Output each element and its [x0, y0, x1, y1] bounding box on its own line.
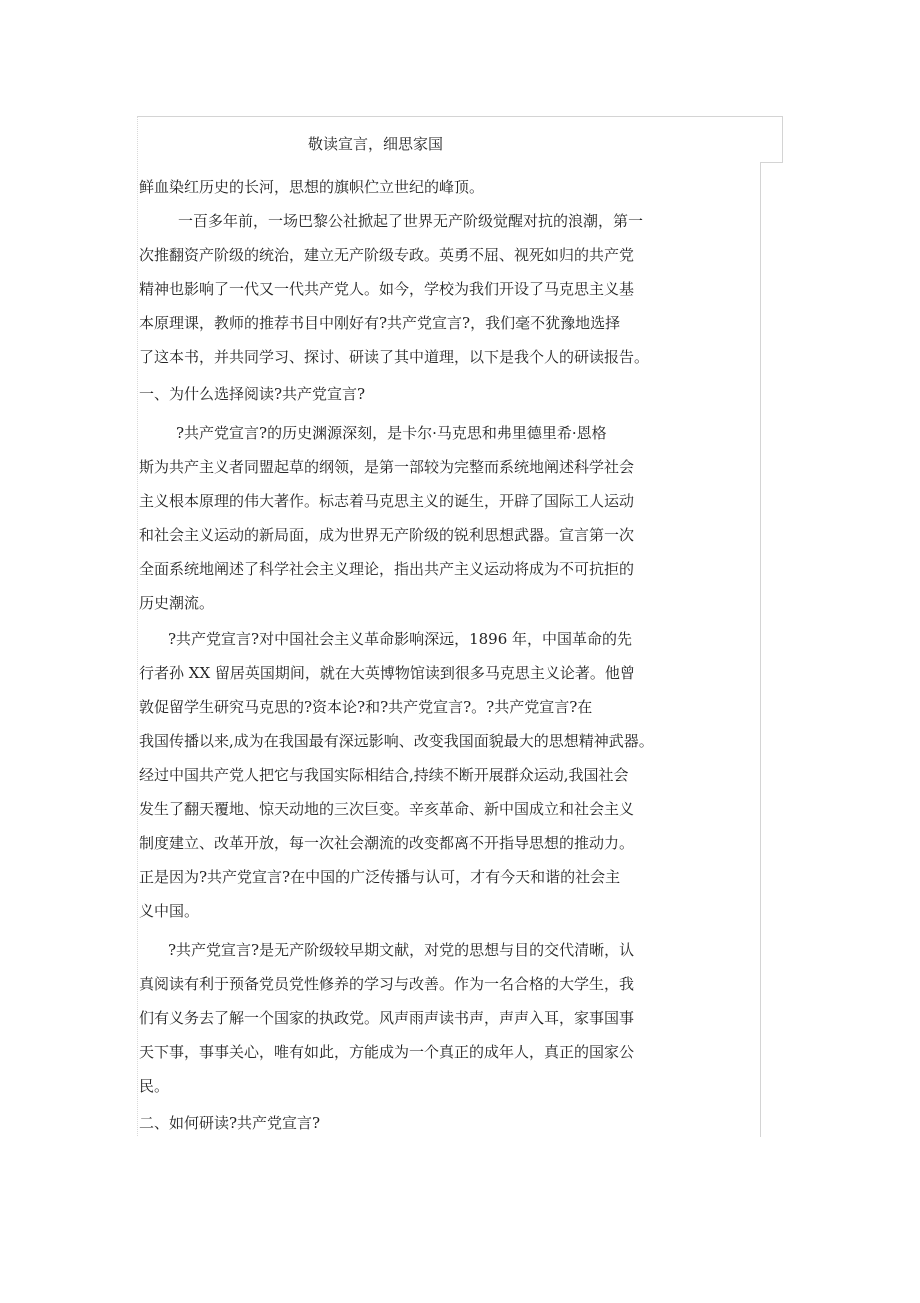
text-line: ?共产党宣言?对中国社会主义革命影响深远，1896 年，中国革命的先	[168, 630, 633, 648]
text-line: 斯为共产主义者同盟起草的纲领，是第一部较为完整而系统地阐述科学社会	[139, 458, 635, 476]
text-line: 我国传播以来,成为在我国最有深远影响、改变我国面貌最大的思想精神武器。	[139, 732, 654, 750]
page-frame-top	[137, 116, 783, 163]
text-line: 民。	[139, 1077, 170, 1095]
text-line: 义中国。	[139, 902, 200, 920]
text-line: 主义根本原理的伟大著作。标志着马克思主义的诞生，开辟了国际工人运动	[139, 492, 635, 510]
text-line: 制度建立、改革开放，每一次社会潮流的改变都离不开指导思想的推动力。	[139, 834, 635, 852]
text-line: 正是因为?共产党宣言?在中国的广泛传播与认可，才有今天和谐的社会主	[139, 868, 621, 886]
text-line: 真阅读有利于预备党员党性修养的学习与改善。作为一名合格的大学生，我	[139, 975, 635, 993]
text-line: 们有义务去了解一个国家的执政党。风声雨声读书声，声声入耳，家事国事	[139, 1009, 635, 1027]
text-line: 精神也影响了一代又一代共产党人。如今，学校为我们开设了马克思主义基	[139, 280, 635, 298]
page-frame-right	[760, 162, 783, 1137]
text-line: 了这本书，并共同学习、探讨、研读了其中道理，以下是我个人的研读报告。	[139, 348, 650, 366]
text-line: 鲜血染红历史的长河，思想的旗帜伫立世纪的峰顶。	[139, 178, 485, 196]
text-line: 和社会主义运动的新局面，成为世界无产阶级的锐利思想武器。宣言第一次	[139, 526, 635, 544]
text-line: 敦促留学生研究马克思的?资本论?和?共产党宣言?。?共产党宣言?在	[139, 698, 593, 716]
text-line: 历史潮流。	[139, 594, 215, 612]
text-line: 天下事，事事关心，唯有如此，方能成为一个真正的成年人，真正的国家公	[139, 1043, 635, 1061]
text-line: ?共产党宣言?的历史渊源深刻，是卡尔·马克思和弗里德里希·恩格	[176, 424, 607, 442]
text-line: 一百多年前，一场巴黎公社掀起了世界无产阶级觉醒对抗的浪潮，第一	[178, 212, 644, 230]
text-line: 全面系统地阐述了科学社会主义理论，指出共产主义运动将成为不可抗拒的	[139, 560, 635, 578]
page-frame-left	[137, 116, 138, 1136]
text-line: 发生了翻天覆地、惊天动地的三次巨变。辛亥革命、新中国成立和社会主义	[139, 800, 635, 818]
text-line: 行者孙 XX 留居英国期间，就在大英博物馆读到很多马克思主义论著。他曾	[139, 664, 635, 682]
section-heading: 一、为什么选择阅读?共产党宣言?	[139, 385, 366, 403]
document-title: 敬读宣言，细思家国	[308, 135, 444, 153]
text-line: 本原理课，教师的推荐书目中刚好有?共产党宣言?，我们毫不犹豫地选择	[139, 314, 621, 332]
section-heading: 二、如何研读?共产党宣言?	[139, 1114, 321, 1132]
text-line: ?共产党宣言?是无产阶级较早期文献，对党的思想与目的交代清晰，认	[168, 941, 635, 959]
text-line: 次推翻资产阶级的统治，建立无产阶级专政。英勇不屈、视死如归的共产党	[139, 246, 635, 264]
text-line: 经过中国共产党人把它与我国实际相结合,持续不断开展群众运动,我国社会	[139, 766, 629, 784]
